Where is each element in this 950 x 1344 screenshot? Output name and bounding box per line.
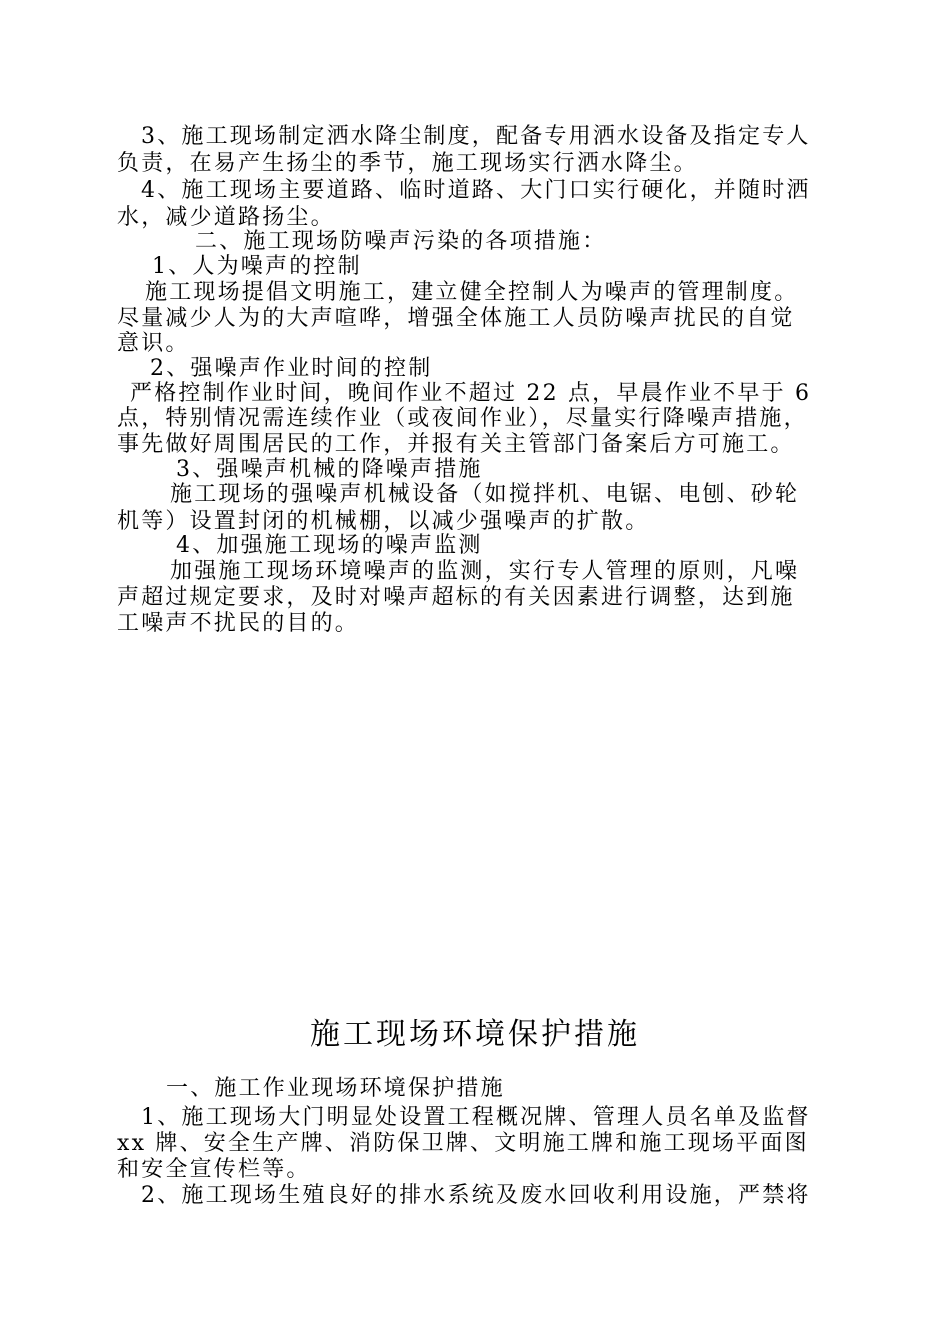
paragraph-line: 3、施工现场制定洒水降尘制度，配备专用洒水设备及指定专人	[141, 124, 811, 149]
paragraph-line: 机等）设置封闭的机械棚，以减少强噪声的扩散。	[117, 509, 650, 534]
paragraph-line: 严格控制作业时间，晚间作业不超过 22 点，早晨作业不早于 6	[130, 381, 812, 406]
paragraph-line: 负责，在易产生扬尘的季节，施工现场实行洒水降尘。	[117, 151, 698, 176]
paragraph-line: 和安全宣传栏等。	[117, 1157, 311, 1182]
subsection-heading: 1、人为噪声的控制	[152, 254, 362, 279]
subsection-heading: 2、强噪声作业时间的控制	[150, 356, 433, 381]
subsection-heading: 4、加强施工现场的噪声监测	[176, 533, 483, 558]
paragraph-line: 尽量减少人为的大声喧哗，增强全体施工人员防噪声扰民的自觉	[117, 306, 795, 331]
paragraph-line: 声超过规定要求，及时对噪声超标的有关因素进行调整，达到施	[117, 585, 795, 610]
paragraph-line: 水，减少道路扬尘。	[117, 205, 335, 230]
paragraph-line: xx 牌、安全生产牌、消防保卫牌、文明施工牌和施工现场平面图	[117, 1131, 809, 1156]
paragraph-line: 事先做好周围居民的工作，并报有关主管部门备案后方可施工。	[117, 432, 795, 457]
section-heading: 二、施工现场防噪声污染的各项措施：	[195, 229, 607, 254]
paragraph-line: 工噪声不扰民的目的。	[117, 611, 360, 636]
paragraph-line: 点，特别情况需连续作业（或夜间作业），尽量实行降噪声措施，	[117, 406, 808, 431]
document-title: 施工现场环境保护措施	[310, 1017, 640, 1052]
paragraph-line: 施工现场的强噪声机械设备（如搅拌机、电锯、电刨、砂轮	[170, 482, 800, 507]
paragraph-line: 1、施工现场大门明显处设置工程概况牌、管理人员名单及监督	[141, 1105, 811, 1130]
paragraph-line: 2、施工现场生殖良好的排水系统及废水回收利用设施，严禁将	[141, 1183, 811, 1208]
paragraph-line: 施工现场提倡文明施工，建立健全控制人为噪声的管理制度。	[145, 280, 799, 305]
paragraph-line: 意识。	[117, 331, 190, 356]
section-heading: 一、施工作业现场环境保护措施	[166, 1076, 505, 1101]
paragraph-line: 加强施工现场环境噪声的监测，实行专人管理的原则，凡噪	[170, 559, 800, 584]
subsection-heading: 3、强噪声机械的降噪声措施	[176, 457, 483, 482]
paragraph-line: 4、施工现场主要道路、临时道路、大门口实行硬化，并随时洒	[141, 178, 811, 203]
